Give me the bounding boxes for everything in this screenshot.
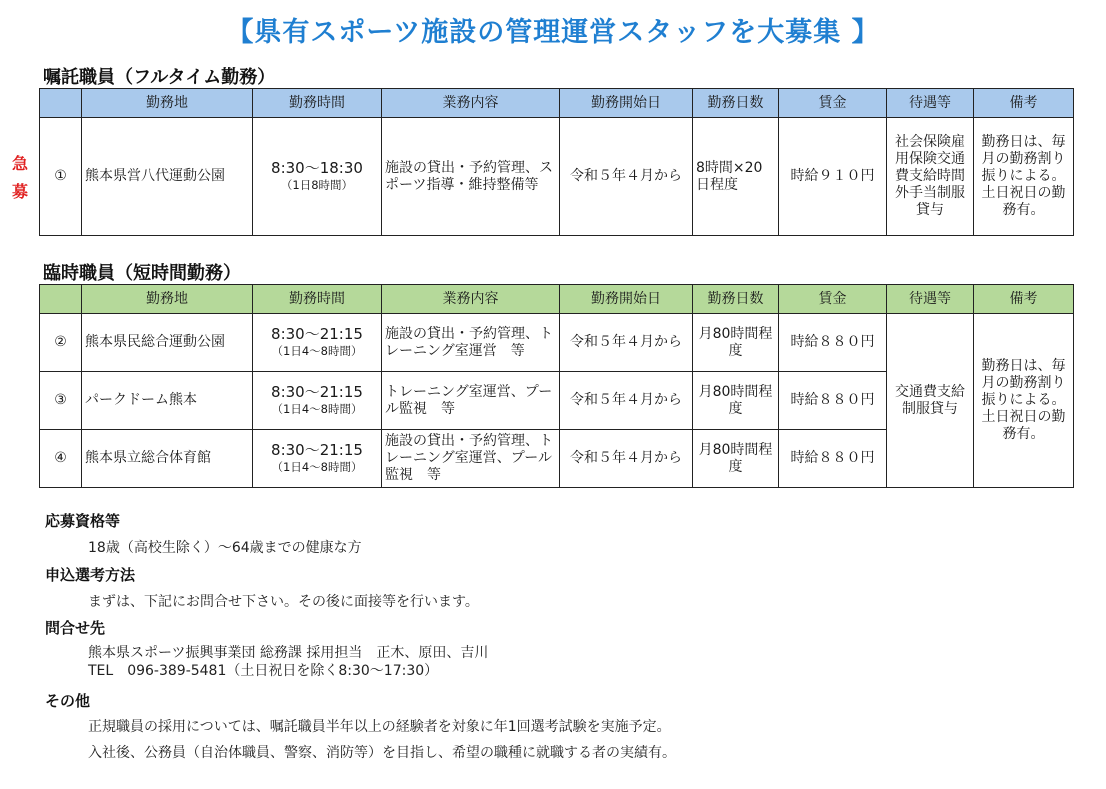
row-days: 月80時間程度 [693,372,779,430]
row-days: 8時間×20日程度 [693,118,779,236]
urgent-label [10,150,30,206]
time-sub: （1日4～8時間） [271,343,363,358]
other-line-2: 入社後、公務員（自治体職員、警察、消防等）を目指し、希望の職種に就職する者の実績有。 [88,745,676,761]
time-sub: （1日8時間） [280,177,354,192]
header-days: 勤務日数 [693,285,779,314]
table-row [40,314,1074,372]
row-no: ① [40,118,82,236]
header-benefits: 待遇等 [887,285,974,314]
time-main: 8:30～21:15 [271,440,363,459]
section-heading-fulltime: 嘱託職員（フルタイム勤務） [43,67,276,88]
row-wage: 時給８８０円 [779,430,887,488]
row-time [253,372,382,430]
header-start: 勤務開始日 [560,89,693,118]
time-main: 8:30～21:15 [271,382,363,401]
other-heading: その他 [45,692,91,710]
row-no: ③ [40,372,82,430]
row-duties: 施設の貸出・予約管理、トレーニング室運営 等 [382,314,560,372]
row-duties: トレーニング室運営、プール監視 等 [382,372,560,430]
row-days: 月80時間程度 [693,430,779,488]
row-notes: 勤務日は、毎月の勤務割り振りによる。土日祝日の勤務有。 [974,118,1074,236]
row-wage: 時給８８０円 [779,372,887,430]
fulltime-table [39,88,1074,236]
row-time [253,118,382,236]
header-location: 勤務地 [82,89,253,118]
header-duties: 業務内容 [382,285,560,314]
other-line-1: 正規職員の採用については、嘱託職員半年以上の経験者を対象に年1回選考試験を実施予定。 [88,719,671,735]
time-main: 8:30～18:30 [271,158,363,177]
contact-tel: TEL 096-389-5481（土日祝日を除く8:30～17:30） [88,663,439,679]
row-wage: 時給８８０円 [779,314,887,372]
header-no [40,89,82,118]
header-no [40,285,82,314]
row-benefits: 社会保険雇用保険交通費支給時間外手当制服貸与 [887,118,974,236]
row-start: 令和５年４月から [560,430,693,488]
header-notes: 備考 [974,89,1074,118]
header-benefits: 待遇等 [887,89,974,118]
row-no: ② [40,314,82,372]
urgent-char-2: 募 [11,182,28,201]
time-main: 8:30～21:15 [271,324,363,343]
row-no: ④ [40,430,82,488]
application-text: まずは、下記にお問合せ下さい。その後に面接等を行います。 [88,594,479,610]
row-time [253,430,382,488]
header-duties: 業務内容 [382,89,560,118]
row-location: 熊本県営八代運動公園 [82,118,253,236]
header-start: 勤務開始日 [560,285,693,314]
row-location: 熊本県民総合運動公園 [82,314,253,372]
row-location: パークドーム熊本 [82,372,253,430]
header-days: 勤務日数 [693,89,779,118]
time-sub: （1日4～8時間） [271,459,363,474]
table-row [40,118,1074,236]
row-start: 令和５年４月から [560,372,693,430]
row-wage: 時給９１０円 [779,118,887,236]
qualification-heading: 応募資格等 [45,512,121,530]
row-duties: 施設の貸出・予約管理、スポーツ指導・維持整備等 [382,118,560,236]
header-wage: 賃金 [779,89,887,118]
qualification-text: 18歳（高校生除く）～64歳までの健康な方 [88,540,362,556]
section-heading-parttime: 臨時職員（短時間勤務） [43,263,241,284]
row-start: 令和５年４月から [560,314,693,372]
contact-org: 熊本県スポーツ振興事業団 総務課 採用担当 正木、原田、吉川 [88,645,489,661]
row-start: 令和５年４月から [560,118,693,236]
row-benefits: 交通費支給制服貸与 [887,314,974,488]
header-notes: 備考 [974,285,1074,314]
header-location: 勤務地 [82,285,253,314]
application-heading: 申込選考方法 [45,566,136,584]
row-days: 月80時間程度 [693,314,779,372]
header-wage: 賃金 [779,285,887,314]
row-time [253,314,382,372]
page-title: 【県有スポーツ施設の管理運営スタッフを大募集 】 [226,17,880,48]
row-notes: 勤務日は、毎月の勤務割り振りによる。土日祝日の勤務有。 [974,314,1074,488]
row-duties: 施設の貸出・予約管理、トレーニング室運営、プール監視 等 [382,430,560,488]
header-time: 勤務時間 [253,285,382,314]
contact-heading: 問合せ先 [45,619,106,637]
table-header-row [40,285,1074,314]
row-location: 熊本県立総合体育館 [82,430,253,488]
header-time: 勤務時間 [253,89,382,118]
parttime-table [39,284,1074,488]
time-sub: （1日4～8時間） [271,401,363,416]
urgent-char-1: 急 [11,154,28,173]
table-header-row [40,89,1074,118]
